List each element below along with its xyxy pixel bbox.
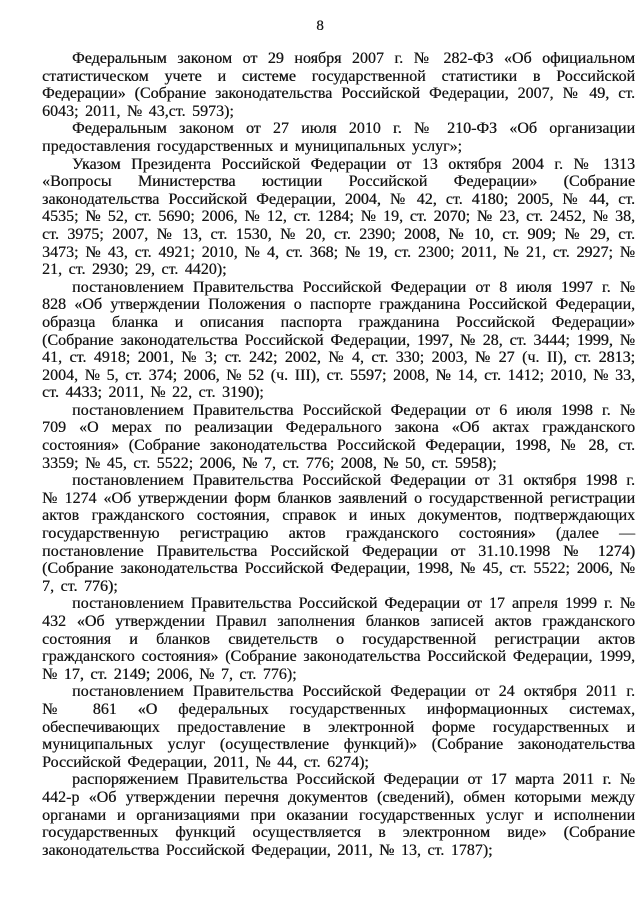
- document-paragraph: постановлением Правительства Российской Федерации от 8 июля 1997 г. № 828 «Об утверждении Положения о паспорте гражданина Российской Федерации, образца бланка и описания паспорта гражданина Российской Федерации» (Собрание законодательства Российской Федерации, 1997, № 28, ст. 3444; 1999, № 41, ст. 4918; 2001, № 3; ст. 242; 2002, № 4, ст. 330; 2003, № 27 (ч. II), ст. 2813; 2004, № 5, ст. 374; 2006, № 52 (ч. III), ст. 5597; 2008, № 14, ст. 1412; 2010, № 33, ст. 4433; 2011, № 22, ст. 3190);: [42, 278, 635, 402]
- document-paragraph: Указом Президента Российской Федерации от 13 октября 2004 г. № 1313 «Вопросы Министерства юстиции Российской Федерации» (Собрание законодательства Российской Федерации, 2004, № 42, ст. 4180; 2005, № 44, ст. 4535; № 52, ст. 5690; 2006, № 12, ст. 1284; № 19, ст. 2070; № 23, ст. 2452, № 38, ст. 3975; 2007, № 13, ст. 1530, № 20, ст. 2390; 2008, № 10, ст. 909; № 29, ст. 3473; № 43, ст. 4921; 2010, № 4, ст. 368; № 19, ст. 2300; 2011, № 21, ст. 2927; № 21, ст. 2930; 29, ст. 4420);: [42, 155, 635, 279]
- document-paragraph: распоряжением Правительства Российской Федерации от 17 марта 2011 г. № 442-р «Об утверждении перечня документов (сведений), обмен которыми между органами и организациями при оказании государственных услуг и исполнении государственных функций осуществляется в электронном виде» (Собрание законодательства Российской Федерации, 2011, № 13, ст. 1787);: [42, 771, 635, 859]
- document-paragraph: Федеральным законом от 29 ноября 2007 г. № 282-ФЗ «Об официальном статистическом учете и системе государственной статистики в Российской Федерации» (Собрание законодательства Российской Федерации, 2007, № 49, ст. 6043; 2011, № 43,ст. 5973);: [42, 50, 635, 120]
- document-body: [0, 50, 640, 859]
- document-paragraph: постановлением Правительства Российской Федерации от 17 апреля 1999 г. № 432 «Об утверждении Правил заполнения бланков записей актов гражданского состояния и бланков свидетельств о государственной регистрации актов гражданского состояния» (Собрание законодательства Российской Федерации, 1999, № 17, ст. 2149; 2006, № 7, ст. 776);: [42, 595, 635, 683]
- document-paragraph: постановлением Правительства Российской Федерации от 6 июля 1998 г. № 709 «О мерах по реализации Федерального закона «Об актах гражданского состояния» (Собрание законодательства Российской Федерации, 1998, № 28, ст. 3359; № 45, ст. 5522; 2006, № 7, ст. 776; 2008, № 50, ст. 5958);: [42, 401, 635, 472]
- document-paragraph: Федеральным законом от 27 июля 2010 г. № 210-ФЗ «Об организации предоставления государственных и муниципальных услуг»;: [42, 120, 635, 155]
- document-paragraph: постановлением Правительства Российской Федерации от 31 октября 1998 г. № 1274 «Об утверждении форм бланков заявлений о государственной регистрации актов гражданского состояния, справок и иных документов, подтверждающих государственную регистрацию актов гражданского состояния» (далее — постановление Правительства Российской Федерации от 31.10.1998 № 1274) (Собрание законодательства Российской Федерации, 1998, № 45, ст. 5522; 2006, № 7, ст. 776);: [42, 472, 635, 595]
- document-paragraph: постановлением Правительства Российской Федерации от 24 октября 2011 г. № 861 «О федеральных государственных информационных системах, обеспечивающих предоставление в электронной форме государственных и муниципальных услуг (осуществление функций)» (Собрание законодательства Российской Федерации, 2011, № 44, ст. 6274);: [42, 683, 635, 771]
- page-number: 8: [316, 18, 324, 34]
